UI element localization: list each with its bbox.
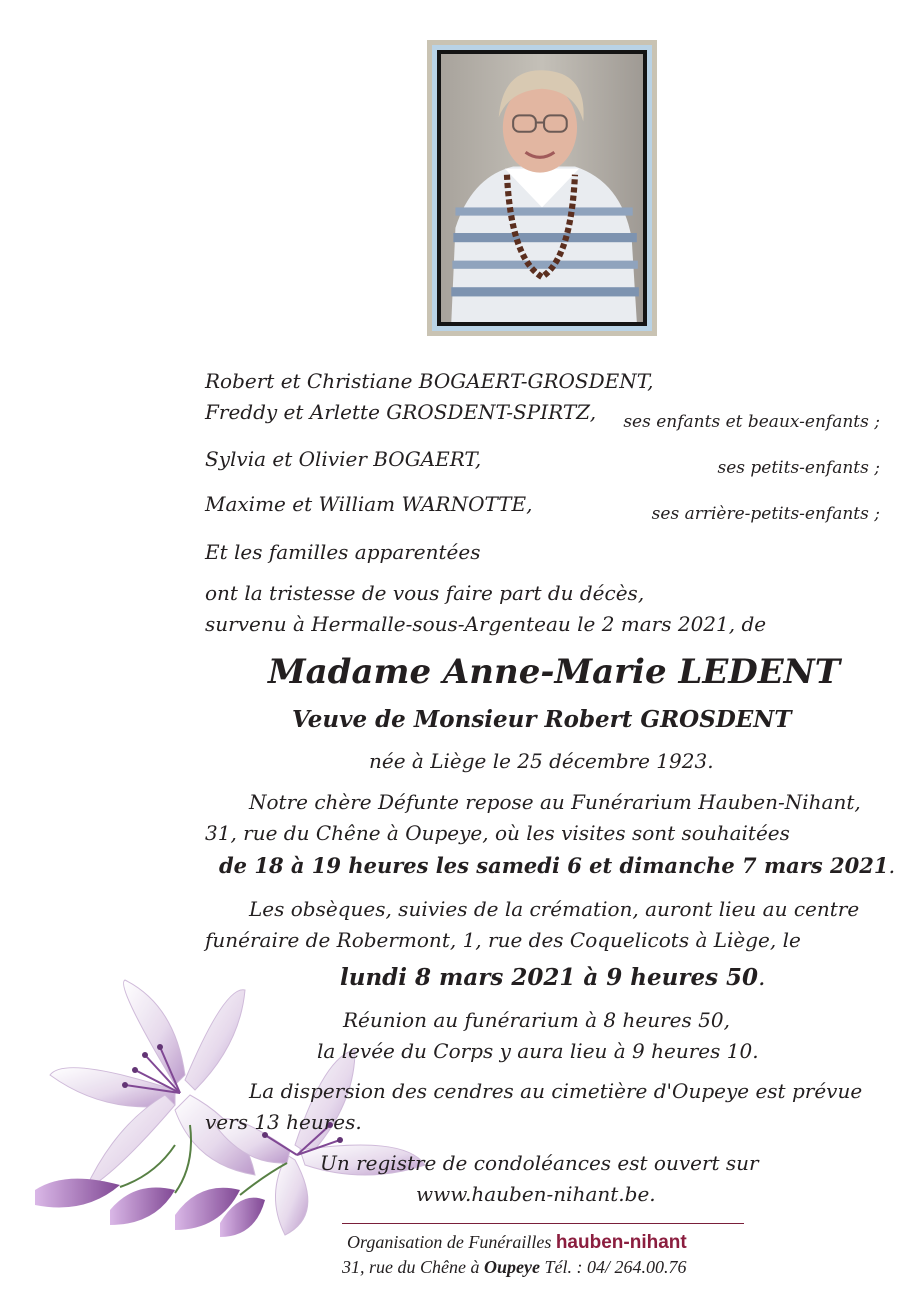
footer-tel: Tél. : 04/ 264.00.76 [544, 1257, 687, 1277]
footer-org [347, 1232, 687, 1254]
family-line-1: Robert et Christiane BOGAERT-GROSDENT, [205, 369, 654, 393]
visits-line-2: 31, rue du Chêne à Oupeye, où les visites sont souhaitées [205, 821, 790, 845]
visits-period: . [888, 854, 896, 878]
funeral-line-2: funéraire de Robermont, 1, rue des Coquelicots à Liège, le [205, 928, 801, 952]
footer-divider [342, 1223, 744, 1224]
announcement-line-1: ont la tristesse de vous faire part du décès, [205, 581, 645, 605]
announcement-line-2: survenu à Hermalle-sous-Argenteau le 2 mars 2021, de [205, 612, 767, 636]
funeral-period: . [758, 965, 766, 991]
family-line-4: Maxime et William WARNOTTE, [205, 492, 533, 516]
family-line-2: Freddy et Arlette GROSDENT-SPIRTZ, [205, 400, 597, 424]
register-line-1: Un registre de condoléances est ouvert sur [320, 1151, 759, 1175]
dispersion-line-2: vers 13 heures. [205, 1110, 362, 1134]
footer-address-prefix: 31, rue du Chêne à [342, 1257, 480, 1277]
footer-brand-logo: hauben-nihant [555, 1232, 687, 1253]
family-line-3: Sylvia et Olivier BOGAERT, [205, 447, 482, 471]
dispersion-line-1: La dispersion des cendres au cimetière d'Oupeye est prévue [249, 1079, 863, 1103]
family-role-great-grandchildren: ses arrière-petits-enfants ; [651, 504, 880, 524]
portrait-photo [441, 54, 643, 322]
family-role-children: ses enfants et beaux-enfants ; [623, 412, 880, 432]
photo-border [437, 50, 647, 326]
photo-mat [432, 45, 652, 331]
register-website-link[interactable]: www.hauben-nihant.be. [416, 1182, 656, 1206]
reunion-line-1: Réunion au funérarium à 8 heures 50, [343, 1008, 730, 1032]
family-role-grandchildren: ses petits-enfants ; [717, 458, 880, 478]
deceased-born: née à Liège le 25 décembre 1923. [369, 749, 714, 773]
visits-line-1: Notre chère Défunte repose au Funérarium Hauben-Nihant, [249, 790, 861, 814]
footer-town: Oupeye [483, 1257, 540, 1277]
funeral-date-text: lundi 8 mars 2021 à 9 heures 50 [340, 964, 759, 991]
reunion-line-2: la levée du Corps y aura lieu à 9 heures 10. [317, 1039, 759, 1063]
footer-address [342, 1257, 686, 1278]
deceased-widow: Veuve de Monsieur Robert GROSDENT [292, 706, 792, 733]
family-line-5: Et les familles apparentées [205, 540, 481, 564]
photo-frame [427, 40, 657, 336]
funeral-line-1: Les obsèques, suivies de la crémation, auront lieu au centre [249, 897, 860, 921]
footer-org-label: Organisation de Funérailles [347, 1232, 552, 1252]
visits-times-text: de 18 à 19 heures les samedi 6 et dimanche 7 mars 2021 [219, 853, 889, 878]
visits-times [219, 853, 895, 878]
